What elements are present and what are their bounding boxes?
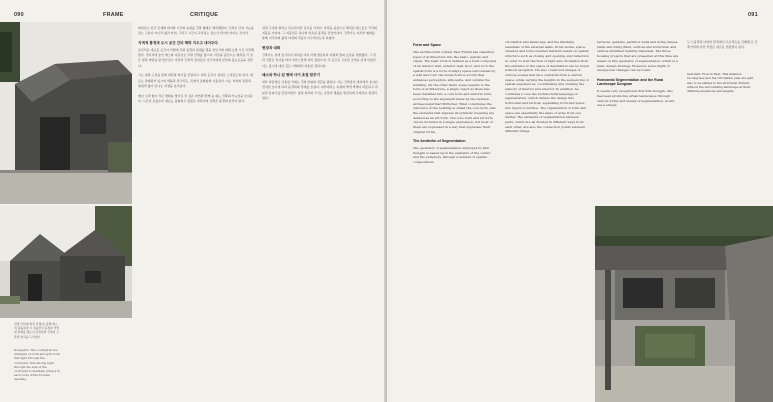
left-page-number: 090 (14, 12, 24, 18)
left-page (0, 0, 386, 402)
heading-aesthetic-of-segmentation: The Aesthetic of Segmentation (413, 139, 466, 144)
english-column-2 (505, 40, 589, 396)
section-label: FRAME (103, 12, 124, 18)
right-page (387, 0, 773, 402)
house-photo-top (0, 22, 132, 204)
korean-paragraph: 조민석은 새로운 공간이 어떻게 주변 풍경과 관계를 맺을 것인가에 대해 오랜 시간 고민해왔다. 경사지에 놓인 매스와 지붕선은 주변 산세를 닮으며, 마당을 중심으로 배치된 각 실은 빛과 바람을 받아들인다. 이러한 건축적 장치들은 거주자에게 일상의 풍요로움을 전한다. (138, 47, 254, 68)
korean-intro: 화엄사는 인간 존재의 의미와 시간의 층위를 건축 형태로 해석해왔다. 건축은 단지 기능을 담는 그릇이 아니라 삶과 자연, 그리고 시간이 교차하는 장소가 되어야 한다는 것이다. (138, 26, 254, 36)
heading-horizontal-segmentation: Horizontal Segmentation and the Rural Landscape Dongsan (597, 77, 664, 87)
korean-paragraph: 건축가는 설계 초기부터 대지를 여러 차례 방문하며 지형과 빛의 흐름을 관찰했다. 그 결과 건물은 경사를 따라 자연스럽게 자리 잡았으며, 각 공간은 고유한 조망을 갖게 되었다. 이는 장소에 대한 깊은 이해에서 비롯된 결과이다. (262, 53, 377, 68)
korean-subheading-2: 현장과 대화 (262, 46, 281, 51)
courtyard-photo-image (595, 206, 773, 402)
english-paragraph: circulation and landscape, and the finishing materials of the external walls. In his works, space-oriented and form-oriented methods based on spatial structure such as closing and opening, and reflection in order to hold the flow of light and circulation from the entrance to the space of destination can be found without exception. He also constructs images of various scenes that face outwards from a central space, while varying the heights in the sequencing of spatial experiences, coordinating and creating the sensory of interior and exterior. In addition, he continues to use the architectural language of segmentation, which divides the design into horizontal and vertical, separating form and space into layers of surface. The organization of form and space are essentially the same or arise from one matter. The elements of segmentation between parts, which are all divided in different ways from each other, are also the connection points between different things. (505, 40, 589, 134)
house-photo-bottom (0, 206, 132, 318)
english-column-3 (597, 40, 679, 202)
english-column-1 (413, 40, 497, 396)
heading-form-and-space: Form and Space (413, 43, 441, 47)
korean-paragraph: 매년 소리 없이 작은 변화를 쌓아온 이 집은 자연과 함께 숨 쉬는 건축의 가능성을 보여준다. 시간이 흐를수록 재료는 풍화되고 정원은 자라나며 건축은 풍경의 일부가 된다. (138, 93, 253, 103)
caption-english: Dongsan's. The courtyards are arranged on both and split roofs that light through the courtyard. Introducing light through the side of the courtyard to maintain privacy in each room of the Ecorain dwelling. (14, 348, 60, 382)
korean-subheading-3: 매스와 하나 된 형태 사이 초점 맞추기 (262, 73, 321, 78)
korean-column-2 (262, 26, 378, 396)
english-paragraph: The architectural scholar Paul Frankl has classified types of architecture into the basic, spatial, and visual. The basic form is defined as a form composed of an interior wall, exterior wall, floor, and roof; the spatial form is a form of empty space surrounded by a wall and roof; the visual form is a form that enhances perception, silhouette, and outside the building. On the other hand, scale regards to the form of architecture, a single object as there has been classified into a core form and uniform form, according to the argument made by the German archaeologist Karl Bötticher. What constitutes the structure of the building is called the core form, and the elements that express its symbolic meaning are defined as an art form. The core form and art form can be included in a single expression, but most of them are expressed in a way that expresses their original forms. (413, 49, 497, 134)
korean-paragraph: 그는 평면 구성을 통해 내부와 외부를 연결하고, 외부 공간이 실내로 스며들도록 한다. 재료는 절제되어 있으며 벽돌과 콘크리트, 목재가 조화롭게 사용된다. 이는 지역의 전통과 현대적 삶이 만나는 지점을 보여준다. (138, 73, 253, 88)
side-note-korean: 도시 풍경과 다양한 환경에서 프로젝트를 진행해 온 건축가에게 이번 작업은 새로운 전환점이 된다. (687, 40, 758, 50)
subsection-label: CRITIQUE (190, 12, 219, 18)
korean-paragraph: 입면 구성의 원리는 단순하지만 깊이를 가진다. 마당을 중심으로 배치된 매스들은 각각의 지붕을 가지며, 그 지붕선은 하나의 연속된 풍경을 만들어낸다. 건축가는 이러한 형태를 통해 거주자의 삶과 자연의 리듬이 어우러지도록 하였다. (262, 26, 377, 41)
korean-paragraph: 외부 마감재로 사용된 석재는 주변 바위의 질감을 닮았다. 이는 건축물이 대지에서 솟아난 것처럼 보이게 하며 풍경과의 경계를 흐린다. 내부에서는 목재와 백색 벽면이 따뜻하고 차분한 분위기를 만들어낸다. 창의 위치와 크기는 조망과 채광을 세심하게 고려하여 결정되었다. (262, 80, 378, 100)
courtyard-photo (595, 206, 773, 402)
korean-column-1 (138, 26, 254, 396)
caption-korean: 전면 이미지(좌측 전경)을 통해 매스의 볼륨감과 이 지붕선이 풍경과 어떻게 관계를 맺는지 조망하며 건축의 구축적 방식을 드러낸다. (14, 322, 59, 339)
english-paragraph: The geometry of segmentation employed by Kim Dongjin is based upon the elements of the center and the periphery, through a number of spatial compositions. (413, 145, 491, 165)
english-paragraph: terraces, gardens, partition walls and living ranges, stairs and living filled, vertical and horizontal, and various stratified building materials. The three housing projects that are presented at this time are based on this geometry of segmentation, which is a basic design strategy. However, some slight or unexpected changes can be found. (597, 40, 679, 73)
right-page-number: 091 (748, 12, 758, 18)
side-note-english: Self built, Flow & Rest. This mansion recomposes and the circulation plan are split also to be similar to the structural division without the surrounding landscape at their differing elevations and heights. (687, 72, 754, 94)
english-paragraph: It seems very exceptional that Kim Dongjin, who has been producing urban landscapes through various forms and means of segmentation, would use a simple (597, 89, 675, 108)
house-photo-top-image (0, 22, 132, 204)
house-photo-bottom-image (0, 206, 132, 318)
korean-subheading-1: 지역적 풍경과 도시 공간 간의 맥락 지우고 내어주다 (138, 41, 218, 46)
